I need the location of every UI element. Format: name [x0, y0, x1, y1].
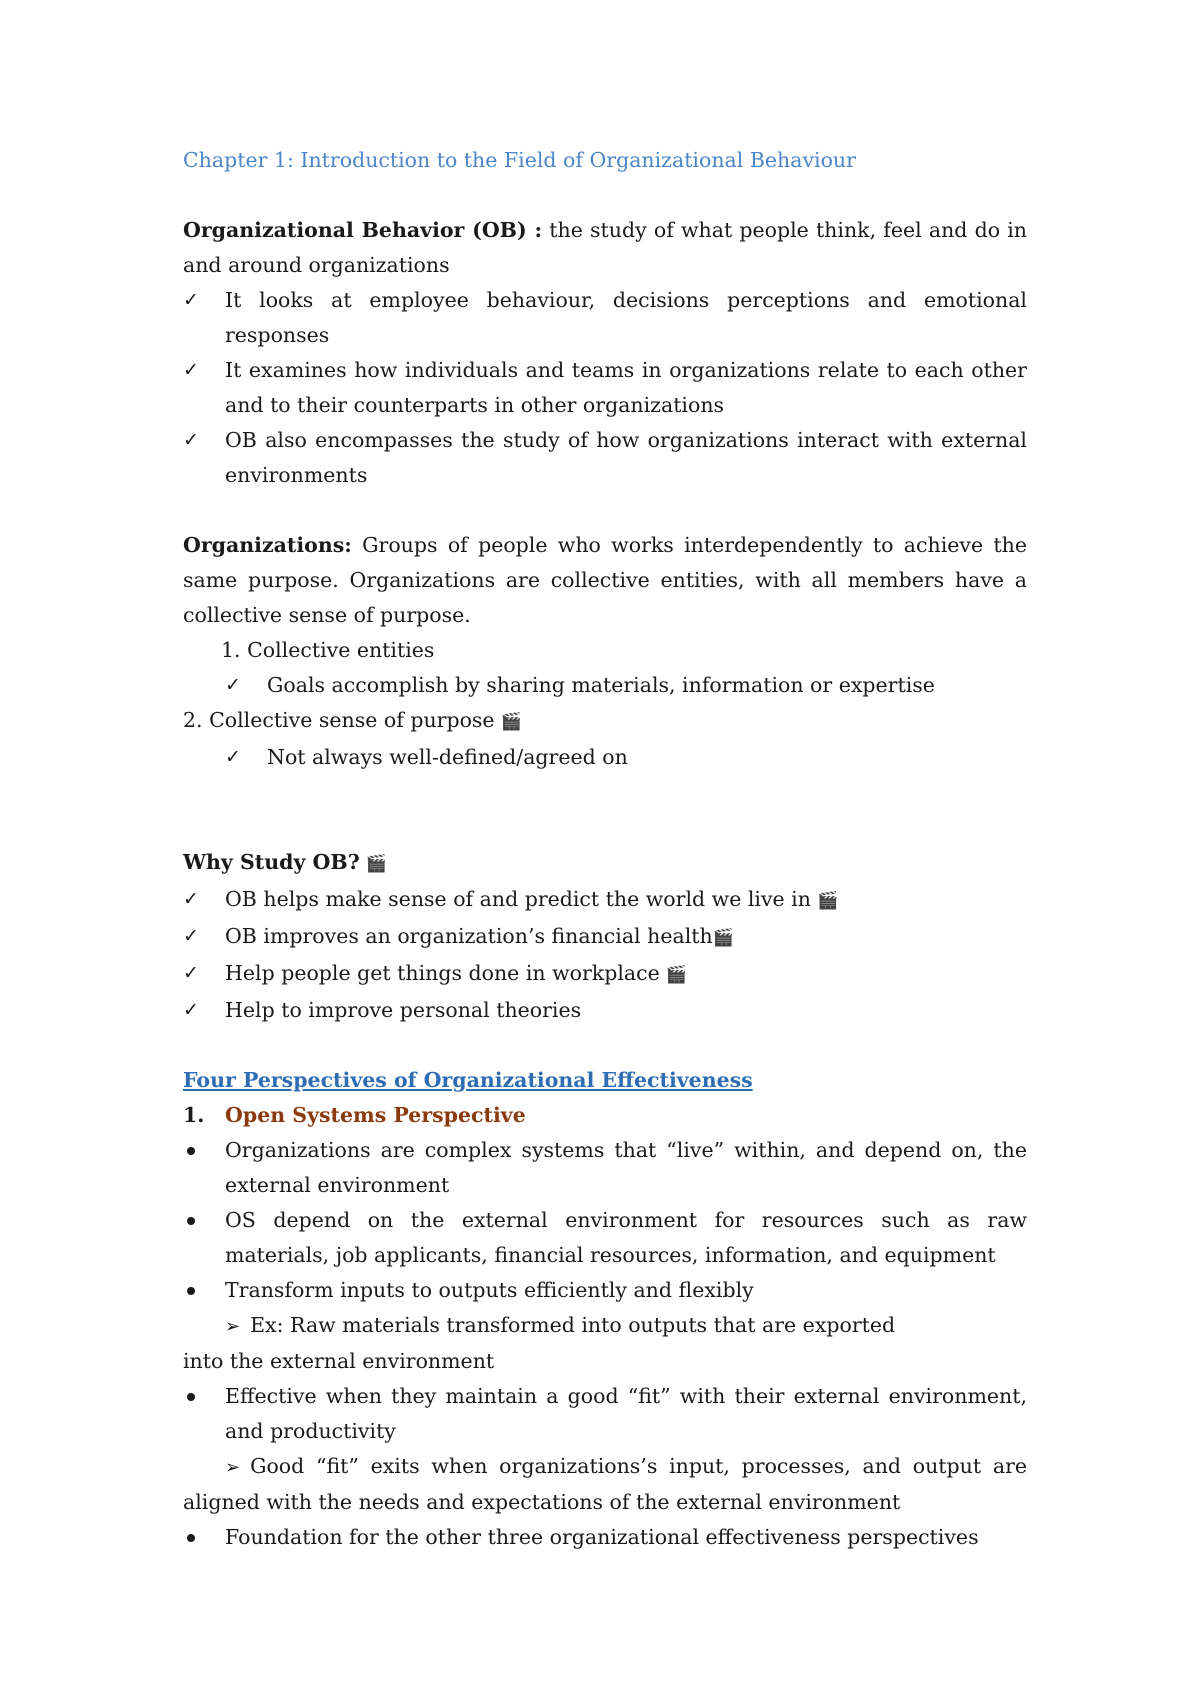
numbered-item: 2. Collective sense of purpose 🎬 [183, 703, 1027, 740]
check-icon: ✓ [183, 962, 199, 984]
arrow-item: ➢ Good “fit” exits when organizations’s input, processes, and output are [225, 1454, 1027, 1478]
clapperboard-icon: 🎬 [712, 928, 734, 948]
document-body [183, 143, 1027, 1555]
chapter-title: Chapter 1: Introduction to the Field of Organizational Behaviour [183, 148, 856, 172]
bullet-item: Transform inputs to outputs efficiently and flexibly [183, 1273, 1027, 1308]
why-study-point: ✓ OB helps make sense of and predict the world we live in 🎬 [183, 882, 1027, 919]
four-perspectives-heading[interactable]: Four Perspectives of Organizational Effectiveness [183, 1068, 753, 1092]
bullet-icon [187, 1217, 195, 1225]
ob-point: ✓ It looks at employee behaviour, decisions perceptions and emotional responses [183, 283, 1027, 353]
check-icon: ✓ [225, 746, 241, 768]
bullet-icon [187, 1534, 195, 1542]
bullet-icon [187, 1393, 195, 1401]
check-icon: ✓ [183, 999, 199, 1021]
arrow-bullet-icon: ➢ [225, 1316, 241, 1337]
why-study-point: ✓ Help to improve personal theories [183, 993, 1027, 1028]
clapperboard-icon: 🎬 [365, 854, 387, 874]
organizations-definition-text: Groups of people who works interdependently to achieve the same purpose. Organizations are collective entities, with all members have a collective sense of purpose. [183, 533, 1027, 627]
why-study-point: ✓ Help people get things done in workplace 🎬 [183, 956, 1027, 993]
bullet-item: OS depend on the external environment for resources such as raw materials, job applicants, financial resources, information, and equipment [183, 1203, 1027, 1273]
organizations-term: Organizations: [183, 533, 352, 557]
clapperboard-icon: 🎬 [665, 965, 687, 985]
arrow-item: ➢ Ex: Raw materials transformed into outputs that are exported [225, 1313, 896, 1337]
organizations-definition [183, 528, 1027, 633]
bullet-icon [187, 1147, 195, 1155]
bullet-item: Foundation for the other three organizational effectiveness perspectives [183, 1520, 1027, 1555]
why-study-heading: Why Study OB? 🎬 [183, 845, 1027, 882]
open-systems-heading: 1. Open Systems Perspective [183, 1103, 526, 1127]
bullet-item: Effective when they maintain a good “fit” with their external environment, and productivity [183, 1379, 1027, 1449]
check-icon: ✓ [183, 359, 199, 381]
why-study-point: ✓ OB improves an organization’s financial health🎬 [183, 919, 1027, 956]
numbered-subpoint: ✓ Not always well-defined/agreed on [225, 740, 1027, 775]
clapperboard-icon: 🎬 [816, 891, 839, 911]
bullet-item: Organizations are complex systems that “live” within, and depend on, the external environment [183, 1133, 1027, 1203]
check-icon: ✓ [183, 429, 199, 451]
arrow-item-continuation: aligned with the needs and expectations of the external environment [183, 1490, 901, 1514]
check-icon: ✓ [183, 289, 199, 311]
ob-definition [183, 213, 1027, 283]
numbered-subpoint: ✓ Goals accomplish by sharing materials, information or expertise [225, 668, 1027, 703]
ob-point: ✓ OB also encompasses the study of how organizations interact with external environments [183, 423, 1027, 493]
ob-term: Organizational Behavior (OB) : [183, 218, 543, 242]
clapperboard-icon: 🎬 [500, 712, 522, 732]
ob-definition-text: the study of what people think, feel and do in and around organizations [183, 218, 1027, 277]
ob-point: ✓ It examines how individuals and teams in organizations relate to each other and to their counterparts in other organizations [183, 353, 1027, 423]
bullet-icon [187, 1287, 195, 1295]
numbered-item: 1. Collective entities [221, 638, 435, 662]
check-icon: ✓ [225, 674, 241, 696]
check-icon: ✓ [183, 925, 199, 947]
arrow-item-continuation: into the external environment [183, 1349, 495, 1373]
check-icon: ✓ [183, 888, 199, 910]
arrow-bullet-icon: ➢ [225, 1457, 241, 1478]
